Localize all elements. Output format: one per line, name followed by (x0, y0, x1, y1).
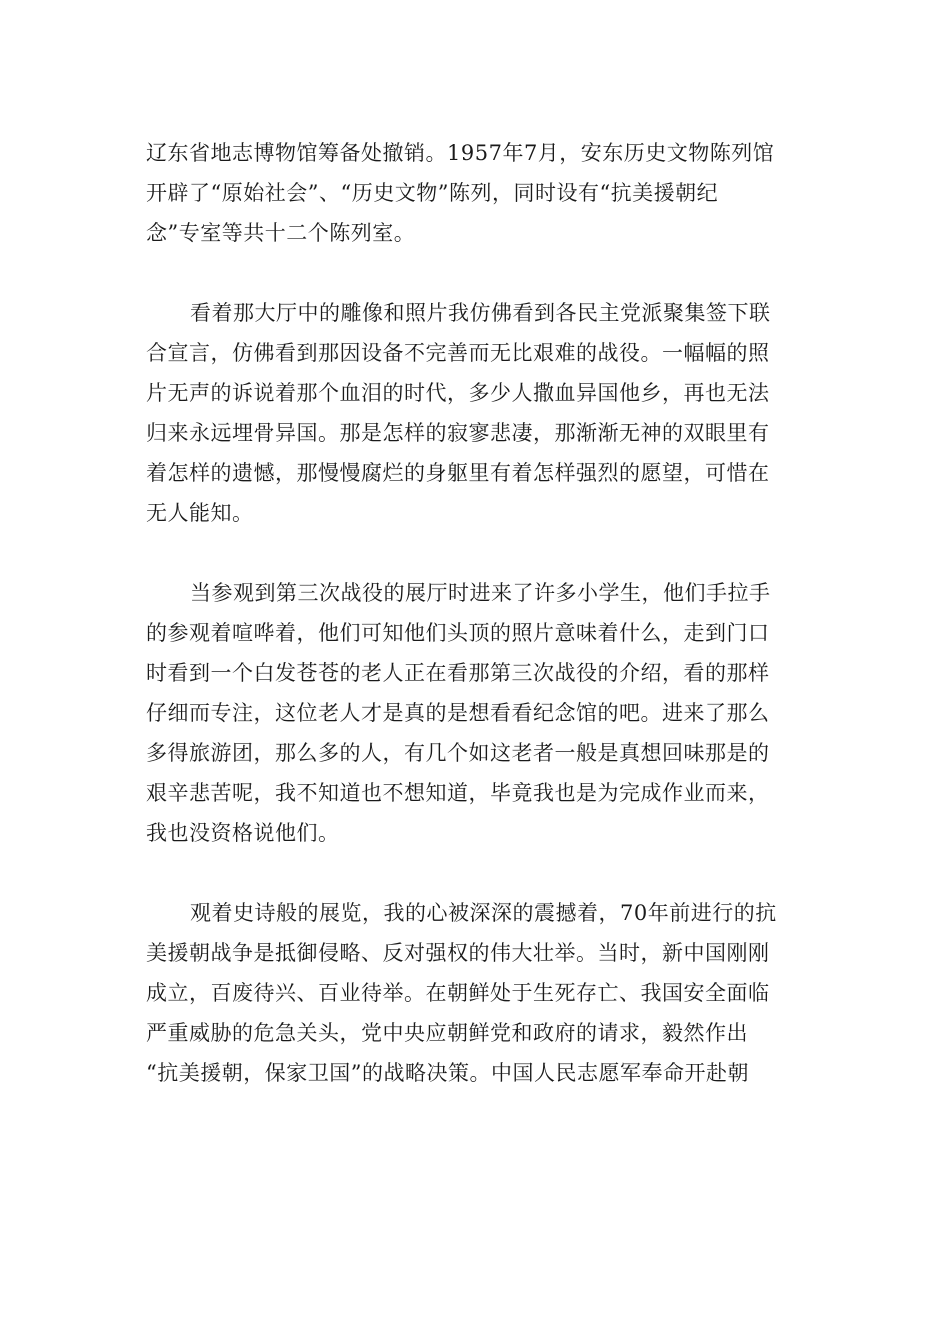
text-line: 无人能知。 (146, 501, 254, 525)
text-line: “抗美援朝，保家卫国”的战略决策。中国人民志愿军奉命开赴朝 (146, 1061, 749, 1085)
paragraph-gap (146, 253, 806, 293)
text-line: 片无声的诉说着那个血泪的时代，多少人撒血异国他乡，再也无法 (146, 381, 770, 405)
text-line: 开辟了“原始社会”、“历史文物”陈列，同时设有“抗美援朝纪 (146, 181, 719, 205)
text-line: 仔细而专注，这位老人才是真的是想看看纪念馆的吧。进来了那么 (146, 701, 770, 725)
text-line: 艰辛悲苦呢，我不知道也不想知道，毕竟我也是为完成作业而来， (146, 781, 770, 805)
text-line: 多得旅游团，那么多的人，有几个如这老者一般是真想回味那是的 (146, 741, 770, 765)
document-body (146, 133, 806, 1093)
text-line: 看着那大厅中的雕像和照片我仿佛看到各民主党派聚集签下联 (190, 301, 771, 325)
text-line: 观着史诗般的展览，我的心被深深的震撼着，70年前进行的抗 (190, 901, 777, 925)
text-line: 辽东省地志博物馆筹备处撤销。1957年7月，安东历史文物陈列馆 (146, 141, 775, 165)
text-line: 成立，百废待兴、百业待举。在朝鲜处于生死存亡、我国安全面临 (146, 981, 770, 1005)
text-line: 合宣言，仿佛看到那因设备不完善而无比艰难的战役。一幅幅的照 (146, 341, 770, 365)
text-line: 的参观着喧哗着，他们可知他们头顶的照片意味着什么，走到门口 (146, 621, 770, 645)
text-line: 着怎样的遗憾，那慢慢腐烂的身躯里有着怎样强烈的愿望，可惜在 (146, 461, 770, 485)
text-line: 美援朝战争是抵御侵略、反对强权的伟大壮举。当时，新中国刚刚 (146, 941, 770, 965)
text-line: 当参观到第三次战役的展厅时进来了许多小学生，他们手拉手 (190, 581, 771, 605)
paragraph-gap (146, 533, 806, 573)
text-line: 我也没资格说他们。 (146, 821, 340, 845)
text-line: 归来永远埋骨异国。那是怎样的寂寥悲凄，那渐渐无神的双眼里有 (146, 421, 770, 445)
text-line: 时看到一个白发苍苍的老人正在看那第三次战役的介绍，看的那样 (146, 661, 770, 685)
text-line: 念”专室等共十二个陈列室。 (146, 221, 416, 245)
text-line: 严重威胁的危急关头，党中央应朝鲜党和政府的请求，毅然作出 (146, 1021, 748, 1045)
paragraph-gap (146, 853, 806, 893)
